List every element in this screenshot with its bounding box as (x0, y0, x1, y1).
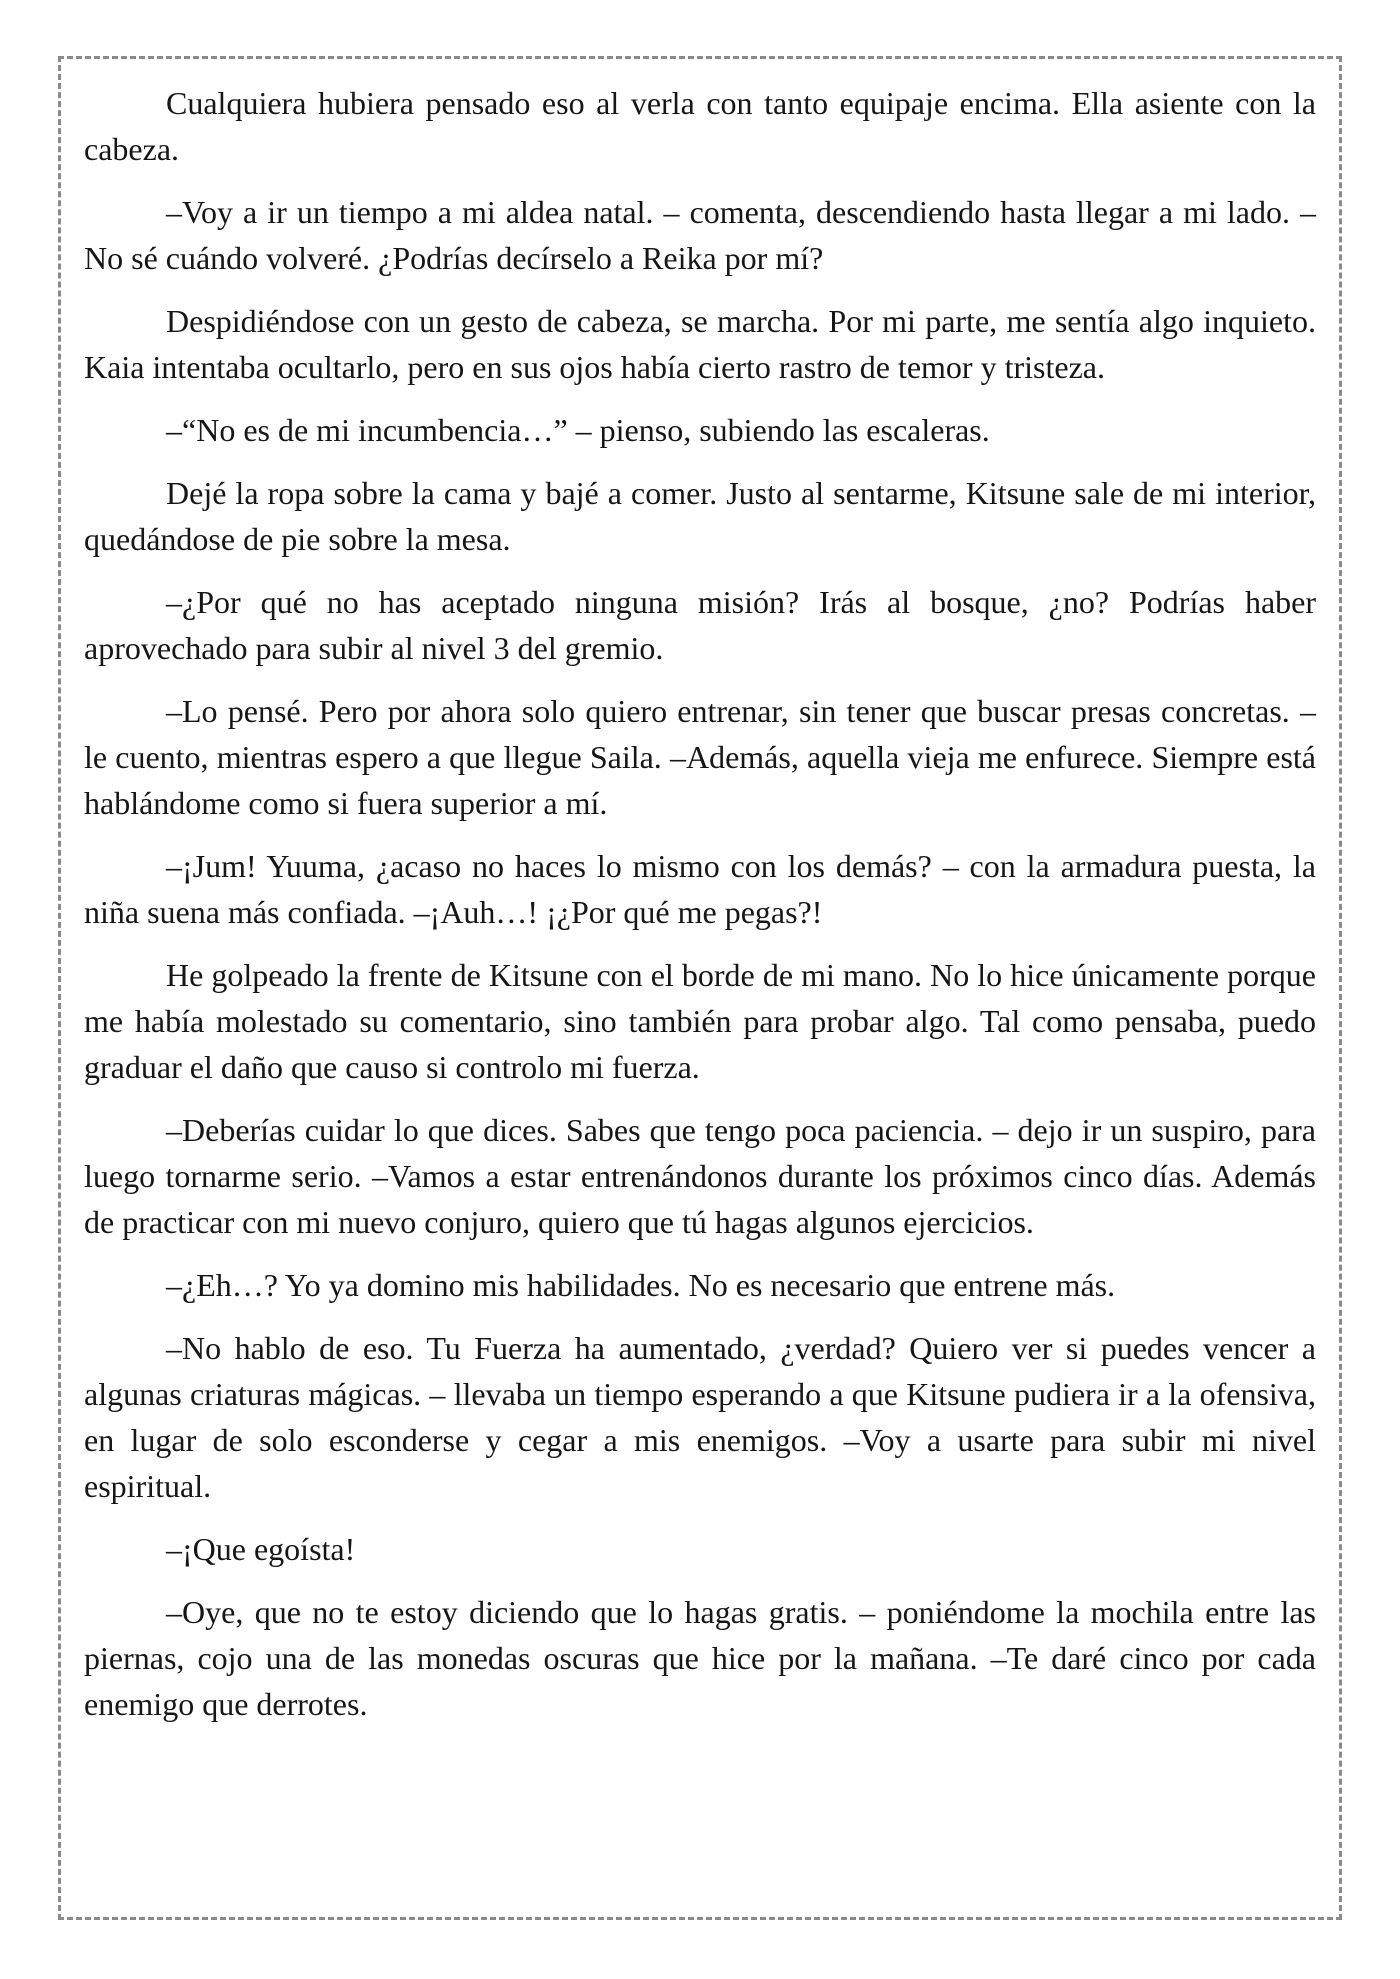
paragraph: –No hablo de eso. Tu Fuerza ha aumentado, ¿verdad? Quiero ver si puedes vencer a algunas criaturas mágicas. – llevaba un tiempo esperando a que Kitsune pudiera ir a la ofensiva, en lugar de solo esconderse y cegar a mis enemigos. –Voy a usarte para subir mi nivel espiritual. (84, 1330, 1316, 1504)
paragraph: He golpeado la frente de Kitsune con el borde de mi mano. No lo hice únicamente porque me había molestado su comentario, sino también para probar algo. Tal como pensaba, puedo graduar el daño que causo si controlo mi fuerza. (84, 957, 1316, 1085)
text-body (84, 80, 1316, 1744)
paragraph: –Oye, que no te estoy diciendo que lo hagas gratis. – poniéndome la mochila entre las piernas, cojo una de las monedas oscuras que hice por la mañana. –Te daré cinco por cada enemigo que derrotes. (84, 1594, 1316, 1722)
paragraph: –¿Por qué no has aceptado ninguna misión? Irás al bosque, ¿no? Podrías haber aprovechado para subir al nivel 3 del gremio. (84, 584, 1316, 666)
paragraph: –¡Que egoísta! (166, 1531, 356, 1567)
paragraph: –¿Eh…? Yo ya domino mis habilidades. No es necesario que entrene más. (166, 1267, 1116, 1303)
paragraph: Dejé la ropa sobre la cama y bajé a comer. Justo al sentarme, Kitsune sale de mi interior, quedándose de pie sobre la mesa. (84, 475, 1316, 557)
paragraph: –Voy a ir un tiempo a mi aldea natal. – comenta, descendiendo hasta llegar a mi lado. –No sé cuándo volveré. ¿Podrías decírselo a Reika por mí? (84, 194, 1316, 276)
paragraph: Cualquiera hubiera pensado eso al verla con tanto equipaje encima. Ella asiente con la cabeza. (84, 85, 1316, 167)
paragraph: –Deberías cuidar lo que dices. Sabes que tengo poca paciencia. – dejo ir un suspiro, para luego tornarme serio. –Vamos a estar entrenándonos durante los próximos cinco días. Además de practicar con mi nuevo conjuro, quiero que tú hagas algunos ejercicios. (84, 1112, 1316, 1240)
paragraph: –“No es de mi incumbencia…” – pienso, subiendo las escaleras. (166, 412, 990, 448)
paragraph: Despidiéndose con un gesto de cabeza, se marcha. Por mi parte, me sentía algo inquieto. Kaia intentaba ocultarlo, pero en sus ojos había cierto rastro de temor y tristeza. (84, 303, 1316, 385)
paragraph: –Lo pensé. Pero por ahora solo quiero entrenar, sin tener que buscar presas concretas. – le cuento, mientras espero a que llegue Saila. –Además, aquella vieja me enfurece. Siempre está hablándome como si fuera superior a mí. (84, 693, 1316, 821)
paragraph: –¡Jum! Yuuma, ¿acaso no haces lo mismo con los demás? – con la armadura puesta, la niña suena más confiada. –¡Auh…! ¡¿Por qué me pegas?! (84, 848, 1316, 930)
